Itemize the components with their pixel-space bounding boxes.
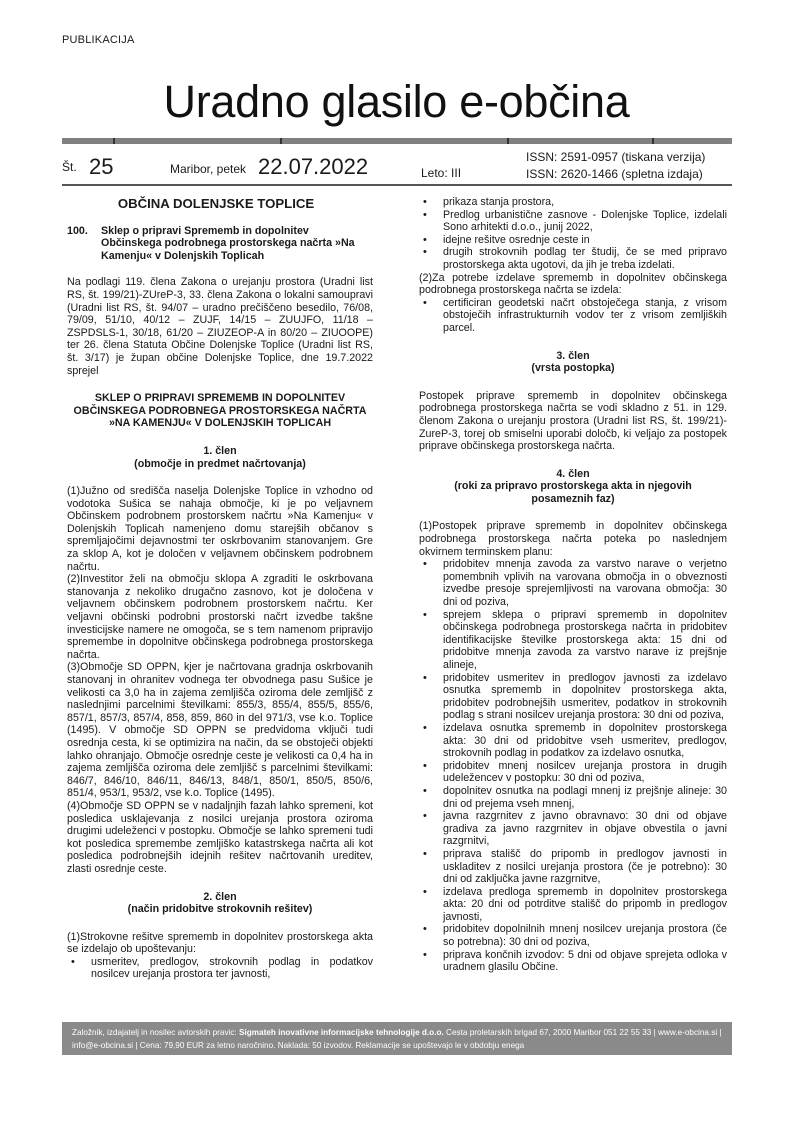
issue-year: Leto: III xyxy=(421,166,462,180)
list-item: • javna razgrnitev z javno obravnavo: 30 dni od objave gradiva za javno razgrnitev in objave obvestila o javni razgrnitvi, xyxy=(419,810,727,848)
list-item: • prikaza stanja prostora, xyxy=(419,196,727,209)
right-column xyxy=(419,196,727,974)
list-item: • priprava stališč do pripomb in predlogov javnosti in uskladitev z nosilci urejanja prostora (če je potrebno): 30 dni od zaključka javne razgrnitve, xyxy=(419,848,727,886)
footer-publisher-name: Sigmateh inovativne informacijske tehnologije d.o.o. xyxy=(239,1028,444,1037)
article-4-list xyxy=(419,558,727,974)
article-1-paragraph-2: (2)Investitor želi na območju sklopa A zgraditi le oskrbovana stanovanja z nekoliko drugačno zasnovo, kot je določena v veljavnem občinskem podrobnem prostorskem načrtu. Ker veljavni občinski podrobni prostorski načrt izvedbe takšne investicijske namere ne omogoča, se s tem namenom pripravijo spremembe in dopolnitve občinskega podrobnega prostorskega načrta. xyxy=(67,573,373,661)
article-2-list xyxy=(67,956,373,981)
item-title-line1: Sklep o pripravi Sprememb in dopolnitev xyxy=(101,224,309,237)
list-item: • pridobitev mnenj nosilcev urejanja prostora in drugih udeležencev v postopku: 30 dni od poziva, xyxy=(419,760,727,785)
left-column xyxy=(67,198,373,981)
header-bottom-rule xyxy=(62,184,732,186)
article-2-list-continued xyxy=(419,196,727,272)
footer-terms: Cena: 79,90 EUR za letno naročnino. Naklada: 50 izvodov. Reklamacije se upoštevajo le v obdobju enega xyxy=(139,1041,525,1050)
footer-email-link[interactable]: info@e-obcina.si xyxy=(72,1041,134,1050)
article-1-paragraph-1: (1)Južno od središča naselja Dolenjske Toplice in vzhodno od vodotoka Sušica se nahaja območje, ki je po veljavnem Občinskem podrobnem prostorskem načrtu »Na Kamenju« v Dolenjskih Toplicah namenjeno domu starejših občanov s spremljajočimi dejavnostmi ter oskrbovanim stanovanjem. Gre za sklop A, kot je določen v veljavnem občinskem podrobnem načrtu. xyxy=(67,485,373,573)
issue-number: 25 xyxy=(89,154,114,179)
article-2-title: (način pridobitve strokovnih rešitev) xyxy=(127,903,313,916)
article-4-title: (roki za pripravo prostorskega akta in njegovih posameznih faz) xyxy=(454,480,692,505)
list-item: • usmeritev, predlogov, strokovnih podlag in podatkov nosilcev urejanja prostora ter javnosti, xyxy=(67,956,373,981)
issue-prefix: Št. xyxy=(62,160,77,174)
list-item: • pridobitev mnenja zavoda za varstvo narave o verjetno pomembnih vplivih na varovana območja in o obveznosti izvedbe presoje sprejemljivosti na varovana območja: 30 dni od poziva, xyxy=(419,558,727,608)
publisher-footer: Založnik, izdajatelj in nosilec avtorskih pravic: Sigmateh inovativne informacijske tehnologije d.o.o. Cesta proletarskih brigad 67, 2000 Maribor 051 22 55 33 | www.e-obcina.si | info@e-obcina.si | Cena: 79,90 EUR za letno naročnino. Naklada: 50 izvodov. Reklamacije se upoštevajo le v obdobju enega xyxy=(62,1022,732,1055)
article-2-list-2 xyxy=(419,297,727,335)
list-item: • dopolnitev osnutka na podlagi mnenj iz prejšnje alineje: 30 dni od prejema vseh mnenj, xyxy=(419,785,727,810)
footer-publisher-address: Cesta proletarskih brigad 67, 2000 Maribor 051 22 55 33 xyxy=(446,1028,652,1037)
list-item: • idejne rešitve osrednje ceste in xyxy=(419,234,727,247)
article-4-paragraph-1: (1)Postopek priprave sprememb in dopolnitev občinskega podrobnega prostorskega načrta poteka po naslednjem okvirnem terminskem planu: xyxy=(419,520,727,558)
list-item: • Predlog urbanistične zasnove - Dolenjske Toplice, izdelali Sono arhitekti d.o.o., junij 2022, xyxy=(419,209,727,234)
list-item: • pridobitev usmeritev in predlogov javnosti za izdelavo osnutka sprememb in dopolnitev prostorskega akta, pridobitev podrobnejših usmeritev, podatkov in strokovnih podlag s strani nosilcev urejanja prostora: 30 dni od poziva, xyxy=(419,672,727,722)
masthead-title: Uradno glasilo e-občina xyxy=(163,76,630,127)
list-item: • izdelava osnutka sprememb in dopolnitev prostorskega akta: 30 dni od pridobitve vseh usmeritev, predlogov, strokovnih podlag in podatkov za izdelavo osnutka, xyxy=(419,722,727,760)
list-item: • pridobitev dopolnilnih mnenj nosilcev urejanja prostora (če so potrebna): 30 dni od poziva, xyxy=(419,923,727,948)
intro-paragraph: Na podlagi 119. člena Zakona o urejanju prostora (Uradni list RS, št. 199/21)-ZUreP-3, 33. člena Zakona o lokalni samoupravi (Uradni list RS, št. 94/07 – uradno prečiščeno besedilo, 76/08, 79/09, 51/10, 40/12 – ZUJF, 14/15 – ZUUJFO, 11/18 – ZSPDSLS-1, 30/18, 61/20 – ZIUZEOP-A in 80/20 – ZIUOOPE) ter 26. člena Statuta Občine Dolenjske Toplice (Uradni list RS, št. 3/17) je župan občine Dolenjske Toplice, dne 19.7.2022 sprejel xyxy=(67,276,373,377)
footer-website-link[interactable]: www.e-obcina.si xyxy=(658,1028,718,1037)
article-3-paragraph-1: Postopek priprave sprememb in dopolnitev občinskega podrobnega prostorskega načrta se vodi skladno z 51. in 129. členom Zakona o urejanju prostora (Uradni list RS, št. 199/21)-ZureP-3, torej ob smiselni uporabi določb, ki veljajo za postopek priprave občinskega prostorskega načrta. xyxy=(419,389,727,453)
item-number: 100. xyxy=(67,224,88,237)
issue-date: 22.07.2022 xyxy=(258,154,369,179)
article-4-number: 4. člen xyxy=(556,467,590,480)
article-1-title: (območje in predmet načrtovanja) xyxy=(134,457,306,470)
issue-place-day: Maribor, petek xyxy=(170,162,247,176)
issn-print: ISSN: 2591-0957 (tiskana verzija) xyxy=(526,150,706,164)
list-item: • sprejem sklepa o pripravi sprememb in dopolnitev občinskega podrobnega prostorskega načrta in pridobitev identifikacijske številke prostorskega akta: 15 dni od pridobitve mnenja zavoda za varstvo narave iz prejšnje alineje, xyxy=(419,609,727,672)
issue-line xyxy=(62,152,732,182)
article-3-number: 3. člen xyxy=(556,349,590,362)
decision-title: SKLEP O PRIPRAVI SPREMEMB IN DOPOLNITEV OBČINSKEGA PODROBNEGA PROSTORSKEGA NAČRTA »NA KAMENJU« V DOLENJSKIH TOPLICAH xyxy=(73,392,367,430)
publication-label: PUBLIKACIJA xyxy=(62,34,135,46)
header-rule xyxy=(62,138,732,144)
article-2-paragraph-1: (1)Strokovne rešitve sprememb in dopolnitev prostorskega akta se izdelajo ob upoštevanju: xyxy=(67,930,373,956)
article-2-paragraph-2: (2)Za potrebe izdelave sprememb in dopolnitev občinskega podrobnega prostorskega načrta se izdela: xyxy=(419,271,727,297)
list-item: • certificiran geodetski načrt obstoječega stanja, z vrisom obstoječih infrastrukturnih vodov ter z vrisom zemljiških parcel. xyxy=(419,297,727,335)
list-item: • drugih strokovnih podlag ter študij, če se med pripravo prostorskega akta ugotovi, da jih je treba izdelati. xyxy=(419,246,727,271)
municipality-heading: OBČINA DOLENJSKE TOPLICE xyxy=(117,196,315,211)
article-1-paragraph-3: (3)Območje SD OPPN, kjer je načrtovana gradnja oskrbovanih stanovanj in ohranitev vodnega ter obvodnega pasu Sušice je velikosti ca 3,0 ha in zajema zemljišča oziroma dele zemljišč z naslednjimi parcelnimi številkami: 855/3, 855/4, 855/5, 855/6, 857/1, 857/3, 857/4, 858, 859, 860 in del 971/3, vse k.o. Toplice (1495). V območje SD OPPN se predvidoma vključi tudi osrednja cesta, ki se optimizira na način, da se obstoječi objekti lahko ohranjajo. Območje osrednje ceste je velikosti ca 0,4 ha in zajema zemljišča oziroma dele zemljišč s parcelnimi številkami: 846/7, 846/10, 846/11, 846/13, 848/1, 850/1, 850/5, 850/6, 851/4, 953/1, 953/2, vse k.o. Toplice (1495). xyxy=(67,661,373,800)
footer-publisher-prefix: Založnik, izdajatelj in nosilec avtorskih pravic: xyxy=(72,1028,237,1037)
article-1-paragraph-4: (4)Območje SD OPPN se v nadaljnjih fazah lahko spremeni, kot posledica usklajevanja z nosilci urejanja prostora oziroma drugimi udeleženci v postopku. Območje se lahko spremeni tudi kot posledica spremembe zemljiško katastrskega načrta ali kot posledica podrobnejših idejnih rešitev načrtovanih ureditev, zlasti osrednje ceste. xyxy=(67,799,373,875)
item-title xyxy=(67,225,373,263)
article-2-number: 2. člen xyxy=(203,890,237,903)
item-title-line2: Občinskega podrobnega prostorskega načrta »Na Kamenju« v Dolenjskih Toplicah xyxy=(101,237,355,262)
list-item: • priprava končnih izvodov: 5 dni od objave sprejeta odloka v uradnem glasilu Občine. xyxy=(419,949,727,974)
article-3-title: (vrsta postopka) xyxy=(531,362,615,375)
issn-web: ISSN: 2620-1466 (spletna izdaja) xyxy=(526,167,703,181)
list-item: • izdelava predloga sprememb in dopolnitev prostorskega akta: 20 dni od potrditve stališč do pripomb in predlogov javnosti, xyxy=(419,886,727,924)
article-1-number: 1. člen xyxy=(203,444,237,457)
